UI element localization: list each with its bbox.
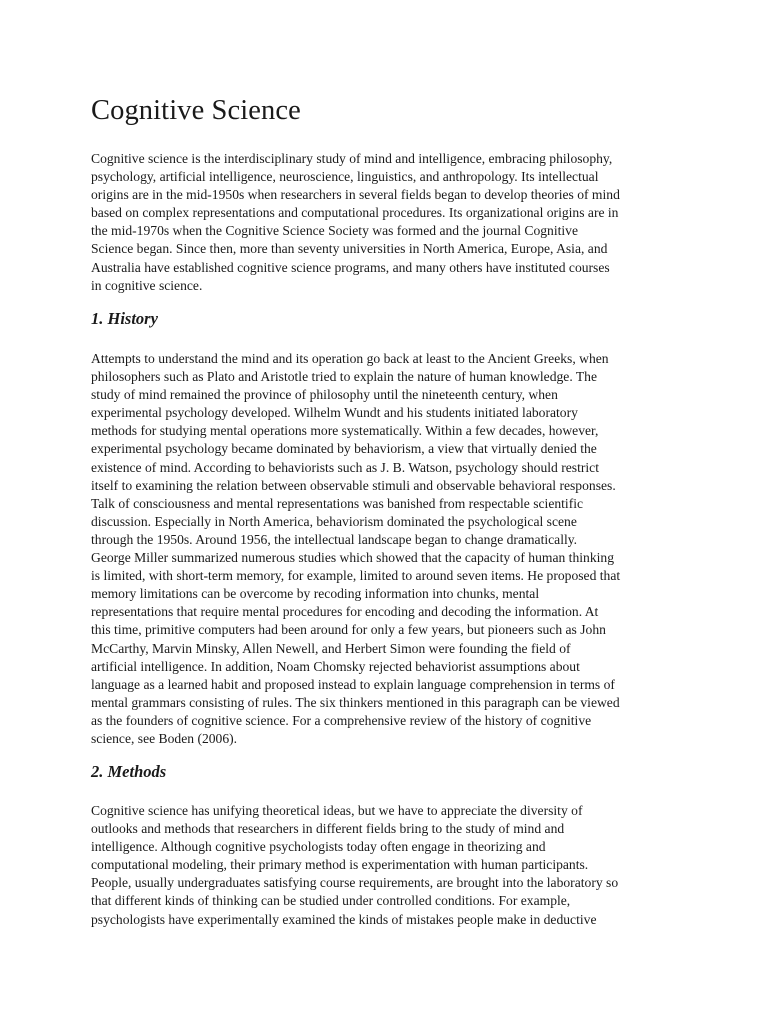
paragraph-line: McCarthy, Marvin Minsky, Allen Newell, and Herbert Simon were founding the field of [91, 640, 571, 656]
section-heading-methods: 2. Methods [91, 762, 167, 781]
paragraph-line: Cognitive science has unifying theoretical ideas, but we have to appreciate the diversity of [91, 803, 583, 818]
paragraph-line: People, usually undergraduates satisfying course requirements, are brought into the laboratory so [91, 875, 619, 891]
intro-paragraph [91, 150, 681, 295]
paragraph-line: science, see Boden (2006). [91, 730, 238, 746]
paragraph-line: study of mind remained the province of philosophy until the nineteenth century, when [91, 387, 558, 403]
paragraph-line: philosophers such as Plato and Aristotle tried to explain the nature of human knowledge. The [91, 369, 598, 385]
paragraph-line: the mid-1970s when the Cognitive Science Society was formed and the journal Cognitive [91, 223, 579, 239]
paragraph-line: that different kinds of thinking can be studied under controlled conditions. For example, [91, 893, 571, 909]
paragraph-line: itself to examining the relation between observable stimuli and observable behavioral responses. [91, 477, 616, 493]
paragraph-line: psychologists have experimentally examined the kinds of mistakes people make in deductive [91, 911, 597, 927]
paragraph-line: Cognitive science is the interdisciplinary study of mind and intelligence, embracing philosophy, [91, 151, 613, 166]
paragraph-line: Talk of consciousness and mental representations was banished from respectable scientific [91, 495, 584, 511]
paragraph-line: mental grammars consisting of rules. The six thinkers mentioned in this paragraph can be viewed [91, 694, 620, 710]
paragraph-line: artificial intelligence. In addition, Noam Chomsky rejected behaviorist assumptions about [91, 658, 580, 674]
paragraph-line: discussion. Especially in North America, behaviorism dominated the psychological scene [91, 513, 577, 529]
paragraph-line: experimental psychology developed. Wilhelm Wundt and his students initiated laboratory [91, 405, 578, 421]
paragraph-line: memory limitations can be overcome by recoding information into chunks, mental [91, 586, 540, 602]
paragraph-line: computational modeling, their primary method is experimentation with human participants. [91, 857, 589, 873]
paragraph-line: George Miller summarized numerous studies which showed that the capacity of human thinking [91, 550, 614, 566]
paragraph-line: methods for studying mental operations more systematically. Within a few decades, however, [91, 423, 599, 439]
paragraph-line: Australia have established cognitive science programs, and many others have instituted courses [91, 259, 610, 275]
paragraph-line: this time, primitive computers had been around for only a few years, but pioneers such as John [91, 622, 606, 638]
paragraph-line: in cognitive science. [91, 277, 203, 293]
paragraph-line: outlooks and methods that researchers in different fields bring to the study of mind and [91, 821, 565, 837]
paragraph-line: through the 1950s. Around 1956, the intellectual landscape began to change dramatically. [91, 531, 578, 547]
paragraph-line: representations that require mental procedures for encoding and decoding the information. At [91, 604, 599, 620]
paragraph-line: origins are in the mid-1950s when researchers in several fields began to develop theories of mind [91, 187, 620, 203]
history-paragraph [91, 350, 681, 748]
paragraph-line: Science began. Since then, more than seventy universities in North America, Europe, Asia, and [91, 241, 608, 257]
paragraph-line: based on complex representations and computational procedures. Its organizational origins are in [91, 205, 619, 221]
section-heading-history: 1. History [91, 309, 158, 328]
document-title: Cognitive Science [91, 95, 301, 126]
paragraph-line: as the founders of cognitive science. For a comprehensive review of the history of cognitive [91, 712, 592, 728]
paragraph-line: existence of mind. According to behaviorists such as J. B. Watson, psychology should restrict [91, 459, 599, 475]
paragraph-line: intelligence. Although cognitive psychologists today often engage in theorizing and [91, 839, 546, 855]
paragraph-line: language as a learned habit and proposed instead to explain language comprehension in terms of [91, 676, 615, 692]
methods-paragraph [91, 802, 681, 929]
paragraph-line: experimental psychology became dominated by behaviorism, a view that virtually denied the [91, 441, 597, 457]
paragraph-line: Attempts to understand the mind and its operation go back at least to the Ancient Greeks, when [91, 351, 609, 366]
paragraph-line: is limited, with short-term memory, for example, limited to around seven items. He proposed that [91, 568, 621, 584]
paragraph-line: psychology, artificial intelligence, neuroscience, linguistics, and anthropology. Its intellectual [91, 169, 599, 185]
